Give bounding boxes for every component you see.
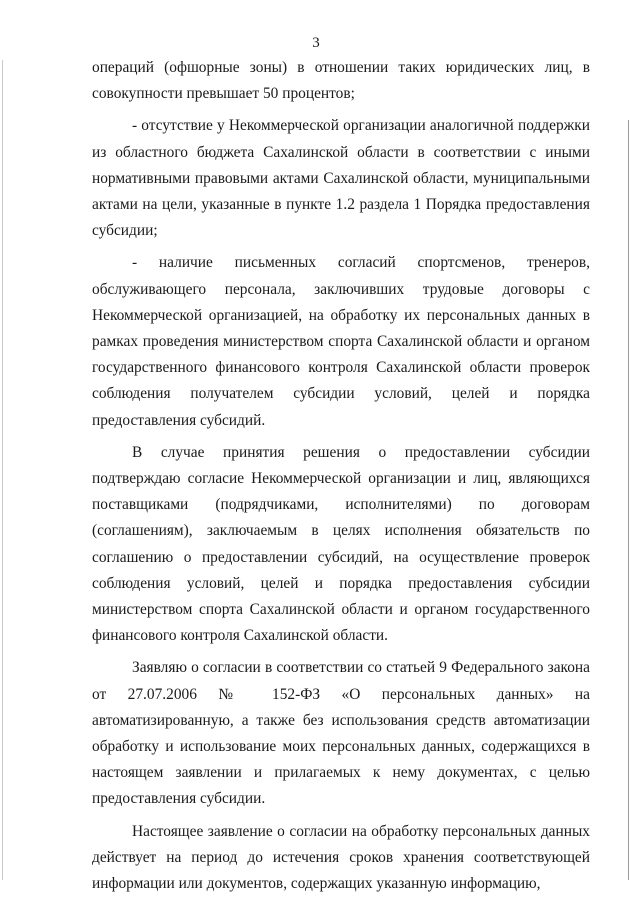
list-item-no-support: - отсутствие у Некоммерческой организации аналогичной поддержки из областного бюджета Сахалинской области в соответствии с иными нормативными правовыми актами Сахалинской области, муниципальными актами на цели, указанные в пункте 1.2 раздела 1 Порядка предоставления субсидии;	[92, 117, 590, 240]
paragraph-personal-data-consent: Заявляю о согласии в соответствии со статьей 9 Федерального закона от 27.07.2006 № 152-ФЗ «О персональных данных» на автоматизированную, а также без использования средств автоматизации обработку и использование моих персональных данных, содержащихся в настоящем заявлении и прилагаемых к нему документах, с целью предоставления субсидии.	[92, 659, 590, 808]
page-number: 3	[312, 35, 320, 51]
scan-edge-left	[2, 60, 3, 880]
scan-edge-right	[628, 120, 629, 880]
paragraph-inspection-consent: В случае принятия решения о предоставлении субсидии подтверждаю согласие Некоммерческой организации и лиц, являющихся поставщиками (подрядчиками, исполнителями) по договорам (соглашениям), заключаемым в целях исполнения обязательств по соглашению о предоставлении субсидий, на осуществление проверок соблюдения условий, целей и порядка предоставления субсидии министерством спорта Сахалинской области и органом государственного финансового контроля Сахалинской области.	[92, 443, 590, 645]
list-item-consents: - наличие письменных согласий спортсменов, тренеров, обслуживающего персонала, заключивших трудовые договоры с Некоммерческой организацией, на обработку их персональных данных в рамках проведения министерством спорта Сахалинской области и органом государственного финансового контроля Сахалинской области проверок соблюдения получателем субсидии условий, целей и порядка предоставления субсидий.	[92, 254, 590, 429]
paragraph-continuation: операций (офшорные зоны) в отношении таких юридических лиц, в совокупности превышает 50 процентов;	[92, 59, 590, 103]
document-body	[92, 55, 590, 897]
paragraph-consent-validity: Настоящее заявление о согласии на обработку персональных данных действует на период до истечения сроков хранения соответствующей информации или документов, содержащих указанную информацию,	[92, 822, 590, 893]
